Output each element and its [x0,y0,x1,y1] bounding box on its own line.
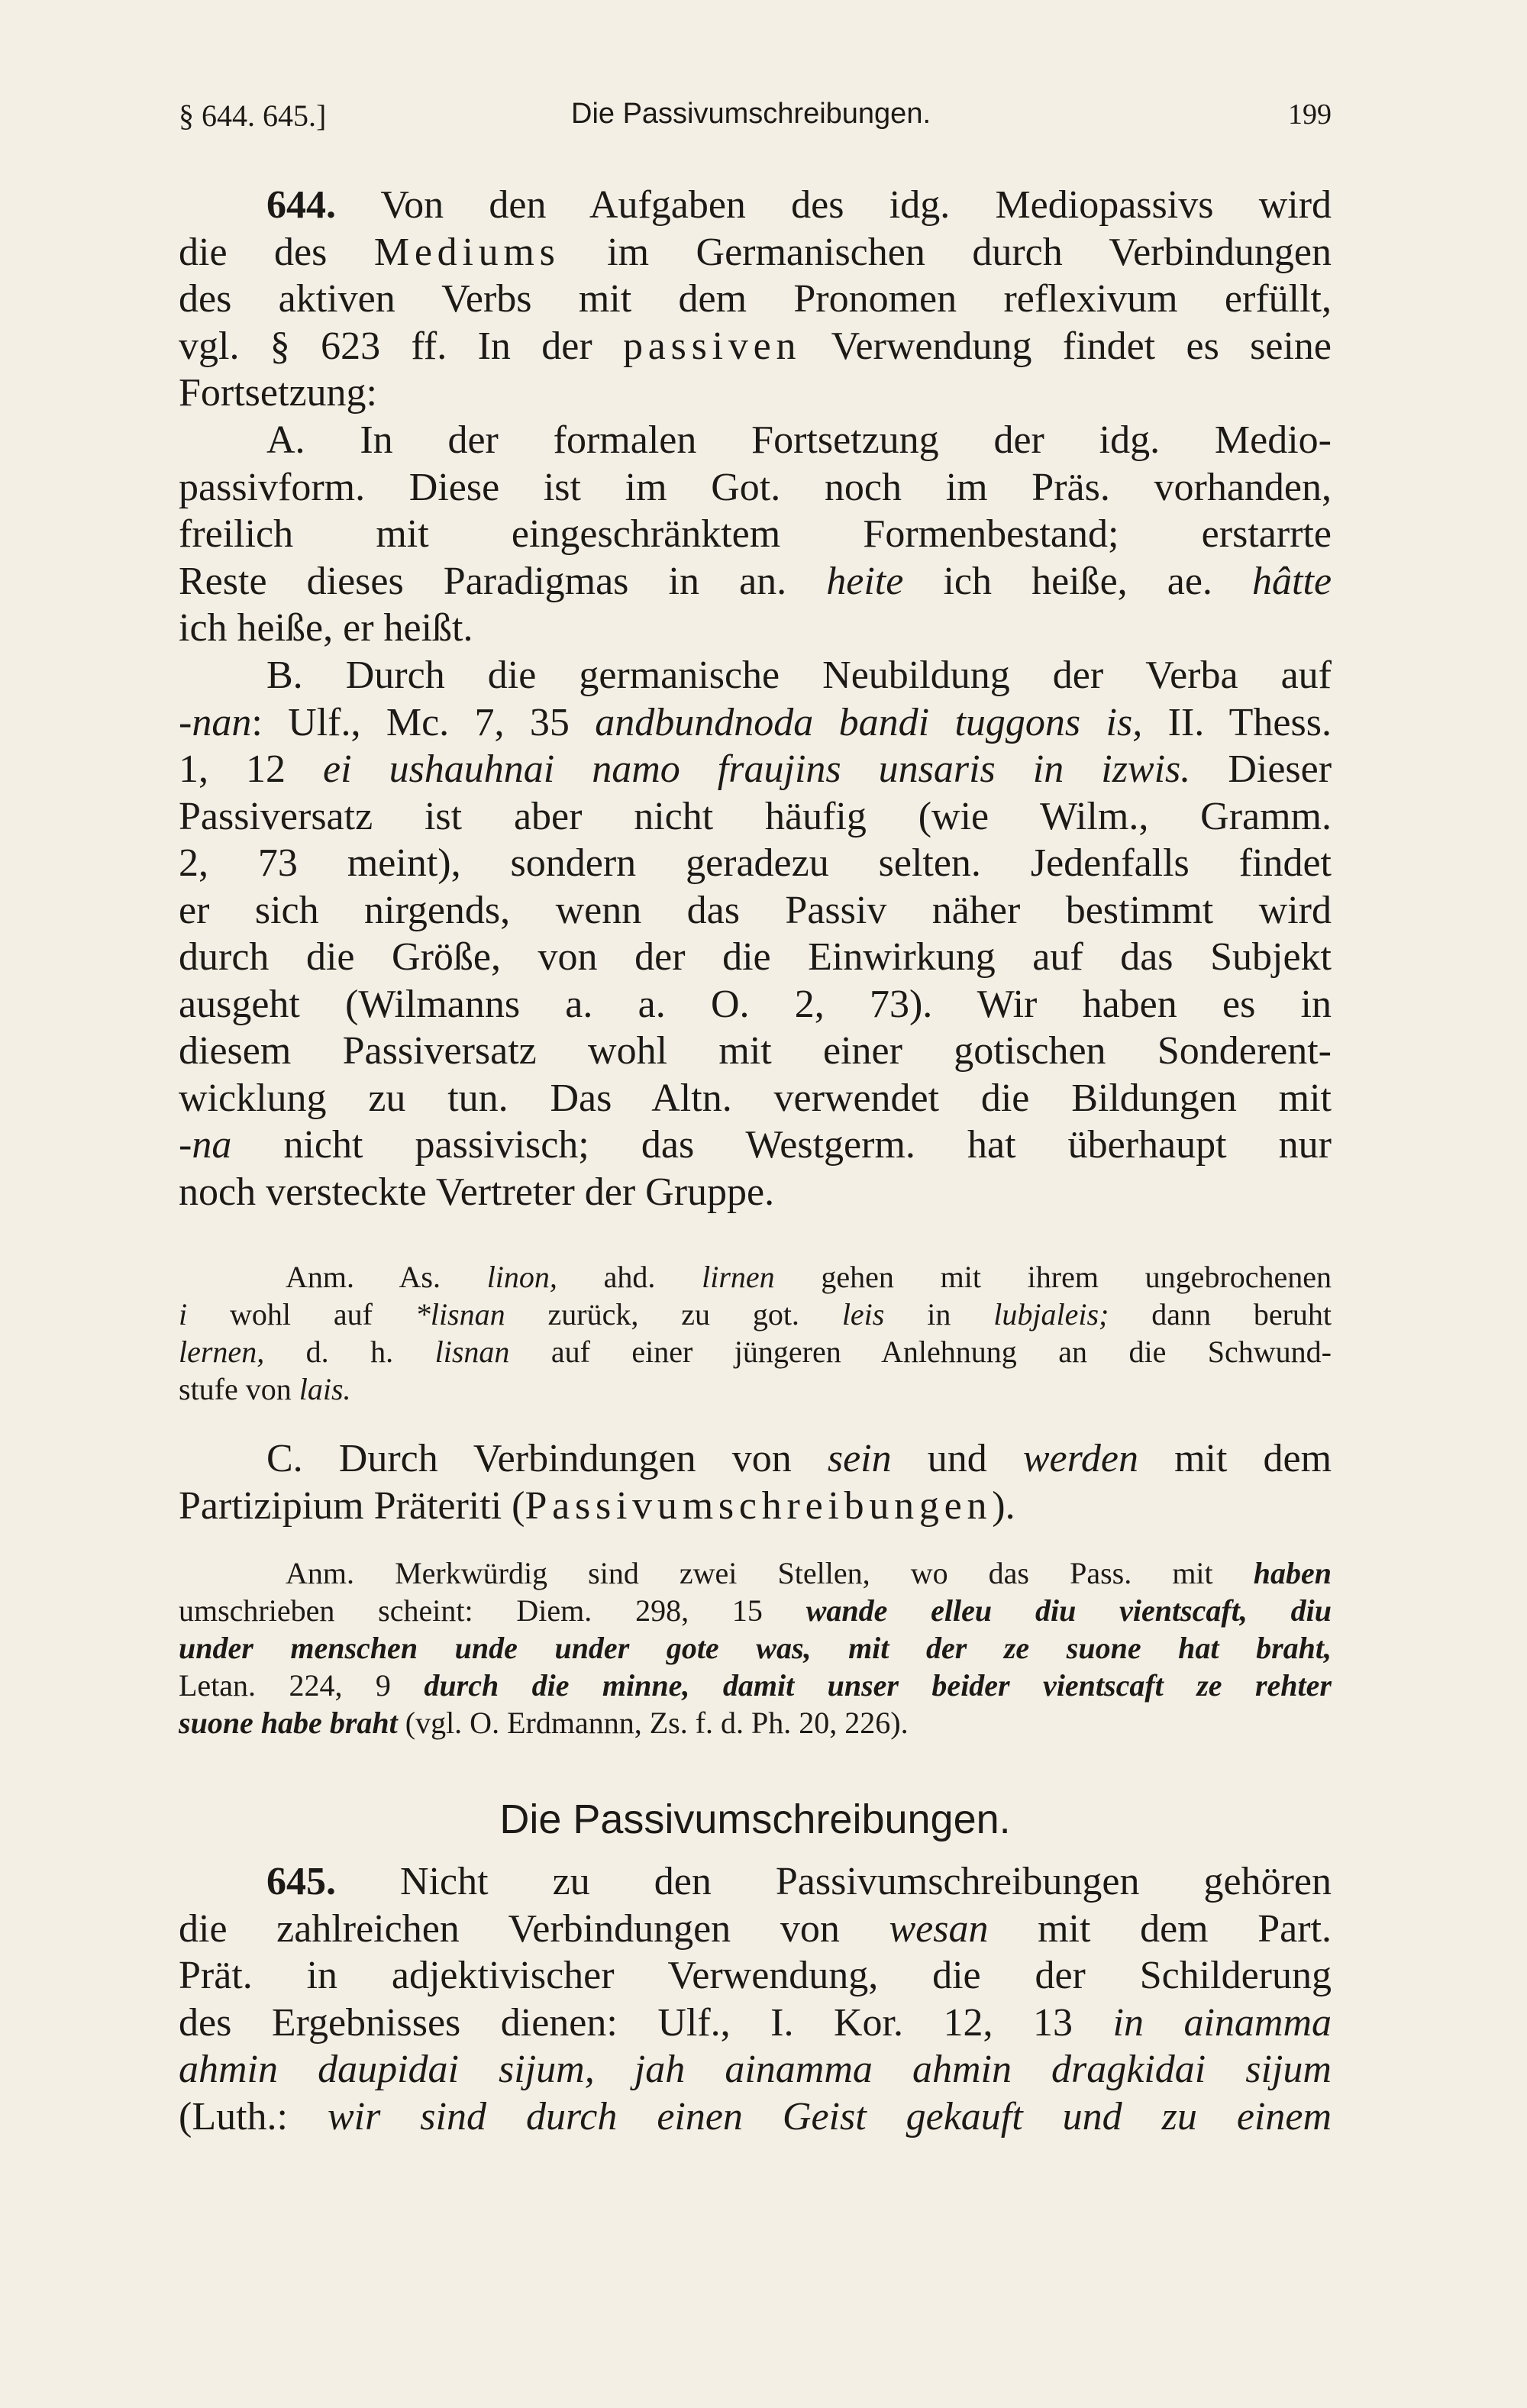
text-line: diesem Passiversatz wohl mit einer gotischen Sonderent- [179,1029,1332,1073]
text-line: ich heiße, er heißt. [179,606,473,650]
text-line: durch die Größe, von der die Einwirkung auf das Subjekt [179,935,1332,979]
text-line: Reste dieses Paradigmas in an. heite ich heiße, ae. hâtte [179,559,1332,603]
text-line: B. Durch die germanische Neubildung der Verba auf [266,654,1332,697]
text-line: vgl. § 623 ff. In der passiven Verwendung findet es seine [179,324,1332,368]
page-number: 199 [1288,98,1332,131]
text-line: wicklung zu tun. Das Altn. verwendet die Bildungen mit [179,1076,1332,1120]
text-line: des aktiven Verbs mit dem Pronomen reflexivum erfüllt, [179,277,1332,321]
text-line: A. In der formalen Fortsetzung der idg. Medio- [266,418,1332,462]
text-line: Fortsetzung: [179,371,377,415]
note-line: Letan. 224, 9 durch die minne, damit unser beider vientscaft ze rehter [179,1668,1332,1703]
text-line: (Luth.: wir sind durch einen Geist gekauft und zu einem [179,2094,1332,2138]
note-line: under menschen unde under gote was, mit der ze suone hat braht, [179,1631,1332,1665]
note-line: umschrieben scheint: Diem. 298, 15 wande elleu diu vientscaft, diu [179,1593,1332,1628]
part-a [179,417,1332,652]
text-line: C. Durch Verbindungen von sein und werden mit dem [266,1437,1332,1480]
text-line: Partizipium Präteriti (Passivumschreibungen). [179,1483,1015,1528]
section-reference: § 644. 645.] [179,98,327,133]
text-line: 644. Von den Aufgaben des idg. Mediopassivs wird [266,183,1332,227]
text-line: freilich mit eingeschränktem Formenbestand; erstarrte [179,512,1332,556]
running-title: Die Passivumschreibungen. [571,98,931,130]
paragraph-number: 644. [266,183,336,227]
text-line: ausgeht (Wilmanns a. a. O. 2, 73). Wir haben es in [179,982,1332,1026]
running-header [179,98,1332,144]
paragraph-645 [179,1858,1332,2140]
part-c [179,1435,1332,1529]
text-line: noch versteckte Vertreter der Gruppe. [179,1170,775,1214]
part-b [179,652,1332,1215]
text-line: des Ergebnisses dienen: Ulf., I. Kor. 12, 13 in ainamma [179,2000,1332,2045]
text-line: 2, 73 meint), sondern geradezu selten. Jedenfalls findet [179,841,1332,885]
text-line: 1, 12 ei ushauhnai namo fraujins unsaris in izwis. Dieser [179,747,1332,791]
note-line: suone habe braht (vgl. O. Erdmannn, Zs. f. d. Ph. 20, 226). [179,1706,909,1740]
annotation-1 [179,1258,1332,1408]
text-line: die des Mediums im Germanischen durch Verbindungen [179,230,1332,274]
text-line: passivform. Diese ist im Got. noch im Präs. vorhanden, [179,465,1332,509]
text-line: ahmin daupidai sijum, jah ainamma ahmin dragkidai sijum [179,2048,1332,2091]
text-line: er sich nirgends, wenn das Passiv näher bestimmt wird [179,888,1332,932]
paragraph-number: 645. [266,1860,336,1903]
text-line: Passiversatz ist aber nicht häufig (wie Wilm., Gramm. [179,794,1332,838]
text-line: -nan: Ulf., Mc. 7, 35 andbundnoda bandi tuggons is, II. Thess. [179,700,1332,744]
note-line: lernen, d. h. lisnan auf einer jüngeren Anlehnung an die Schwund- [179,1335,1332,1369]
note-line: i wohl auf *lisnan zurück, zu got. leis in lubjaleis; dann beruht [179,1297,1332,1332]
annotation-2 [179,1554,1332,1741]
note-line: stufe von lais. [179,1372,351,1406]
text-line: die zahlreichen Verbindungen von wesan mit dem Part. [179,1906,1332,1951]
text-line: -na nicht passivisch; das Westgerm. hat überhaupt nur [179,1123,1332,1167]
note-line: Anm. As. linon, ahd. lirnen gehen mit ihrem ungebrochenen [286,1260,1332,1294]
paragraph-644 [179,182,1332,417]
text-line: Prät. in adjektivischer Verwendung, die der Schilderung [179,1954,1332,1997]
text-line: 645. Nicht zu den Passivumschreibungen gehören [266,1860,1332,1903]
section-heading: Die Passivumschreibungen. [499,1796,1011,1842]
note-line: Anm. Merkwürdig sind zwei Stellen, wo das Pass. mit haben [286,1556,1332,1590]
